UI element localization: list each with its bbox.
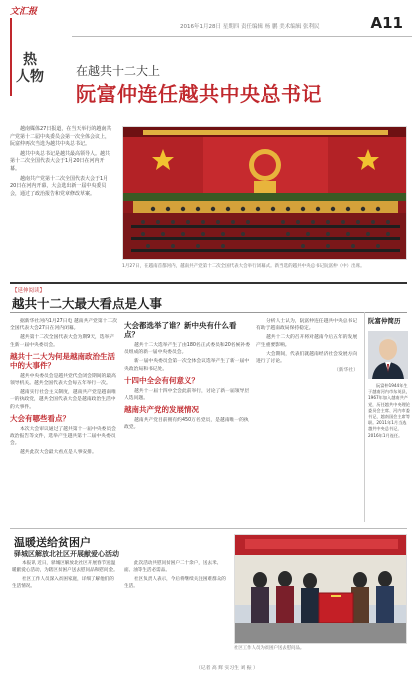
article-subheading: 大会都选举了谁？新中央有什么看点？ bbox=[124, 321, 237, 339]
article-column-1 bbox=[10, 318, 118, 520]
article-paragraph: 分析人士认为，阮富仲连任越共中央总书记有助于越南政局保持稳定。 bbox=[256, 319, 358, 332]
section-divider bbox=[10, 282, 407, 284]
section-label bbox=[10, 52, 50, 86]
article-subheading: 越南共产党的发展情况 bbox=[124, 405, 199, 415]
bottom-paragraph: 本报讯 近日，驿城区解放北社区开展春节送温暖献爱心活动，为辖区贫困户送去慰问品和慰问金。 bbox=[12, 561, 118, 573]
article-subheading: 越共十二大为何是越南政治生活中的大事件？ bbox=[10, 351, 115, 370]
article-headline: 阮富仲连任越共中央总书记 bbox=[76, 82, 322, 106]
profile-title: 阮富仲简历 bbox=[368, 317, 401, 325]
portrait-photo bbox=[368, 331, 408, 379]
bottom-column-2 bbox=[124, 560, 228, 672]
masthead-logo: 文汇报 bbox=[10, 7, 38, 17]
article-paragraph: 据新华社河内1月27日电 越南共产党第十二次全国代表大会27日在河内闭幕。 bbox=[10, 319, 118, 332]
profile-text: 阮富仲1944年生于越南河内市东英县，1967年加入越南共产党，历任越共中央理论委员会主席、河内市委书记、越南国会主席等职。2011年1月当选越共中央总书记，2016年1月连任。 bbox=[368, 383, 410, 438]
section-tag: 【延伸阅读】 bbox=[12, 288, 46, 294]
bottom-subhead: 驿城区解放北社区开展献爱心活动 bbox=[14, 550, 119, 558]
bottom-paragraph: 社区工作人员深入贫困家庭，详细了解他们的生活情况。 bbox=[12, 577, 114, 589]
article-subheading: 十四中全会有何意义？ bbox=[124, 375, 199, 385]
article-paragraph: 越共十一届十四中全会此前举行，讨论了新一届领导层人选问题。 bbox=[124, 388, 250, 402]
bottom-divider bbox=[10, 528, 407, 529]
article-kicker: 在越共十二大上 bbox=[76, 64, 161, 78]
charity-photo bbox=[234, 534, 407, 644]
photo-caption: 1月27日，在越南首都河内，越南共产党第十二次全国代表大会举行闭幕式。新当选的越共中央总书记阮富仲（中）出席。 bbox=[122, 264, 365, 269]
bottom-paragraph: 此次活动共慰问贫困户二十余户，送去米、面、油等生活必需品。 bbox=[124, 561, 222, 573]
section-subdivider bbox=[10, 312, 407, 313]
lead-paragraph: 越共中央总书记是越共最高领导人。越共第十二次全国代表大会于1月20日在河内开幕。 bbox=[10, 150, 111, 172]
bottom-paragraph: 社区负责人表示，今后将继续关注困难群众的生活。 bbox=[124, 577, 226, 589]
charity-photo-caption: 社区工作人员为贫困户送去慰问品。 bbox=[234, 646, 305, 651]
congress-photo bbox=[122, 126, 407, 260]
article-subheading: 大会有哪些看点？ bbox=[10, 413, 70, 423]
section-headline: 越共十二大最大看点是人事 bbox=[12, 296, 163, 311]
bottom-headline: 温暖送给贫困户 bbox=[14, 536, 91, 549]
article-paragraph: 越共十二大选举产生了由180名正式委员和20名候补委员组成的新一届中央委员会。 bbox=[124, 343, 250, 356]
section-label-line1: 热 bbox=[23, 52, 37, 68]
article-paragraph: 大会期间，代表们就越南经济社会发展方向进行了讨论。 bbox=[256, 351, 358, 365]
article-paragraph: 越南共产党目前拥有约450万名党员，是越南唯一的执政党。 bbox=[124, 418, 249, 431]
lead-column bbox=[10, 126, 114, 200]
article-paragraph: 越共十二大的召开将对越南今后五年的发展产生重要影响。 bbox=[256, 335, 358, 348]
article-byline: （新华社） bbox=[334, 368, 358, 374]
lead-paragraph: 越南共产党第十二次全国代表大会于1月20日在河内开幕，大会选出新一届中央委员会，通过了政治报告和党章修改草案。 bbox=[10, 175, 109, 197]
article-paragraph: 本次大会审议通过了越共第十一届中央委员会政治报告等文件，选举产生越共第十二届中央委员会。 bbox=[10, 426, 116, 447]
section-label-line2: 人物 bbox=[16, 69, 44, 85]
bottom-column-1 bbox=[12, 560, 118, 672]
article-paragraph: 越南实行社会主义制度，越南共产党是越南唯一的执政党，越共全国代表大会是越南政治生活中的大事件。 bbox=[10, 390, 116, 410]
lead-paragraph: 越南媒体27日报道，在当天举行的越南共产党第十二届中央委员会第一次全体会议上，阮富仲再次当选为越共中央总书记。 bbox=[10, 126, 112, 148]
article-column-2 bbox=[124, 318, 250, 520]
profile-sidebar bbox=[364, 312, 410, 522]
header-divider bbox=[72, 36, 412, 37]
bottom-photo-column bbox=[234, 534, 407, 672]
page-number: A11 bbox=[370, 14, 403, 32]
date-line: 2016年1月28日 星期四 责任编辑 杨 鹏 美术编辑 张利民 bbox=[180, 24, 320, 30]
article-paragraph: 新一届中央委员会第一次全体会议选举产生了新一届中央政治局和书记处。 bbox=[124, 359, 250, 372]
article-paragraph: 越共此次大会最大看点是人事安排。 bbox=[20, 450, 97, 456]
article-column-3 bbox=[256, 318, 358, 520]
article-paragraph: 越共第十二次全国代表大会为期9天，选举产生新一届中央委员会。 bbox=[10, 335, 115, 348]
article-paragraph: 越共中央委员会是越共党代会闭会期间的最高领导机关。越共全国代表大会每五年举行一次。 bbox=[10, 373, 116, 387]
page-header bbox=[0, 0, 415, 118]
bottom-byline: （记者 高 辉 实习生 刘 振 ） bbox=[196, 666, 258, 671]
